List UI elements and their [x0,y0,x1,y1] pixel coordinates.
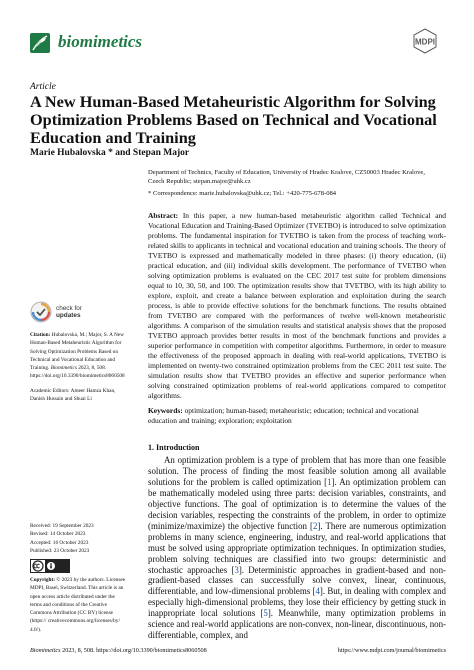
check-updates-line: check for [56,305,82,312]
check-updates-icon [30,301,52,323]
citation-label: Citation: [30,332,51,338]
footer-doi[interactable]: 2023, 8, 508. https://doi.org/10.3390/biomimetics8060508 [62,647,207,654]
citation-link[interactable]: 4 [315,586,320,597]
date-received: Received: 19 September 2023 [30,523,94,529]
journal-name: biomimetics [58,32,143,51]
date-accepted: Accepted: 16 October 2023 [30,539,89,546]
citation-block [30,331,126,403]
affiliation-line: Department of Technics, Faculty of Education, University of Hradec Kralove, CZ50003 Hradec Kralove, [148,169,425,176]
copyright-label: Copyright: [30,577,56,583]
keywords [148,406,446,426]
copyright-text: © 2023 by the authors. Licensee MDPI, Basel, Switzerland. This article is an open access article distributed under the terms and conditions of the Creative Commons Attribution (CC BY) license (https:// creativecommons.org/licenses/by/ 4.0/). [30,577,126,633]
affiliation [148,168,446,186]
keywords-label: Keywords: [148,406,183,415]
abstract [148,211,446,401]
footer-journal: Biomimetics [30,647,61,654]
citation-journal: Biomimetics [50,365,77,372]
footer-citation [30,647,207,654]
citation-link[interactable]: 2 [312,520,318,531]
author-list: Marie Hubalovska * and Stepan Major [30,148,190,158]
introduction-paragraph [148,455,446,641]
paragraph-text: ]. Deterministic approaches in gradient-based and non-gradient-based classes can successfully solve convex, linear, continuous, differentiable, and low-dimensional problems [ [148,564,446,597]
citation-volume[interactable]: 2023, 8, 508. https://doi.org/10.3390/biomimetics8060508 [30,365,125,380]
section-heading: 1. Introduction [148,443,200,452]
dates-block [30,522,126,555]
abstract-text: In this paper, a new human-based metaheuristic algorithm called Technical and Vocational Education and Training-Based Optimizer (TVETBO) is introduced to solve optimization problems. The fundamental inspiration for TVETBO is taken from the process of teaching work-related skills to applicants in technical and vocational education and training schools. The theory of TVETBO is expressed and mathematically modeled in three phases: (i) theory education, (ii) practical education, and (iii) individual skills development. The performance of TVETBO when solving optimization problems is evaluated on the CEC 2017 test suite for problem dimensions equal to 10, 30, 50, and 100. The optimization results show that TVETBO, with its high ability to explore, exploit, and create a balance between exploration and exploitation during the search process, is able to provide effective solutions for the benchmark functions. The results obtained from TVETBO are compared with the performances of twelve well-known metaheuristic algorithms. A comparison of the simulation results and statistical analysis shows that the proposed TVETBO approach provides better results in most of the benchmark functions and provides a superior performance in competition with competitor algorithms. Furthermore, in order to measure the effectiveness of the proposed approach in dealing with real-world applications, TVETBO is implemented on twenty-two constrained optimization problems from the CEC 2011 test suite. The simulation results show that TVETBO provides an effective and superior performance when solving constrained optimization problems of real-world applications compared to competitor algorithms. [148,211,446,400]
abstract-label: Abstract: [148,211,179,220]
mdpi-logo-icon [404,28,446,54]
check-for-updates-badge[interactable] [30,301,126,323]
mdpi-logo-text: MDPI [415,37,435,47]
paragraph-text: An optimization problem is a type of problem that has more than one feasible solution. The process of finding the most feasible solution among all available solutions for the problem is called optimization [ [148,455,446,487]
citation-link[interactable]: 1 [327,476,332,487]
editors-text: Ameer Hamza Khan, Danish Hussain and Shuai Li [30,387,116,403]
paragraph-text: ]. An optimization problem can be mathematically modeled using three parts: decision variables, constraints, and objective functions. The goal of optimization is to determine the values of the decision variables, respecting the constraints of the problem, in order to optimize (minimize/maximize) the objective function [ [148,476,446,531]
correspondence: * Correspondence: marie.hubalovska@uhk.cz; Tel.: +420-775-678-084 [148,190,337,197]
paragraph-text: ]. But, in dealing with complex and especially high-dimensional problems, they lose their efficiency by getting stuck in inappropriate local solutions [ [148,586,446,619]
date-revised: Revised: 14 October 2023 [30,531,86,538]
citation-text: Hubalovska, M.; Major, S. A New Human-Based Metaheuristic Algorithm for Solving Optimization Problems Based on Technical and Vocational Education and Training. [30,332,124,372]
check-updates-label [56,305,82,319]
copyright-block [30,576,126,634]
citation-link[interactable]: 3 [234,564,239,575]
footer-journal-url[interactable]: https://www.mdpi.com/journal/biomimetics [337,647,446,654]
date-published: Published: 23 October 2023 [30,547,90,554]
paper-title: A New Human-Based Metaheuristic Algorithm for Solving Optimization Problems Based on Technical and Vocational Education and Training [30,92,437,148]
editors-label: Academic Editors: [30,387,70,394]
article-type: Article [30,82,56,92]
cc-by-license-icon[interactable] [30,559,70,573]
journal-logo-icon [30,33,50,53]
keywords-text: optimization; human-based; metaheuristic; education; technical and vocational education and training; exploration; exploitation [148,406,419,425]
check-updates-line: updates [56,312,81,319]
paragraph-text: ]. Meanwhile, many optimization problems in science and real-world applications are non-convex, non-linear, discontinuous, non-differentiable, complex, and [148,608,446,641]
affiliation-line: Czech Republic; stepan.major@uhk.cz [148,178,251,186]
citation-link[interactable]: 5 [263,608,268,619]
paragraph-text: ]. There are numerous optimization problems in many science, engineering, industry, and real-world applications that must be solved using appropriate optimization techniques. In optimization studies, problem solving techniques are classified into two groups: deterministic and stochastic approaches [ [148,520,447,575]
